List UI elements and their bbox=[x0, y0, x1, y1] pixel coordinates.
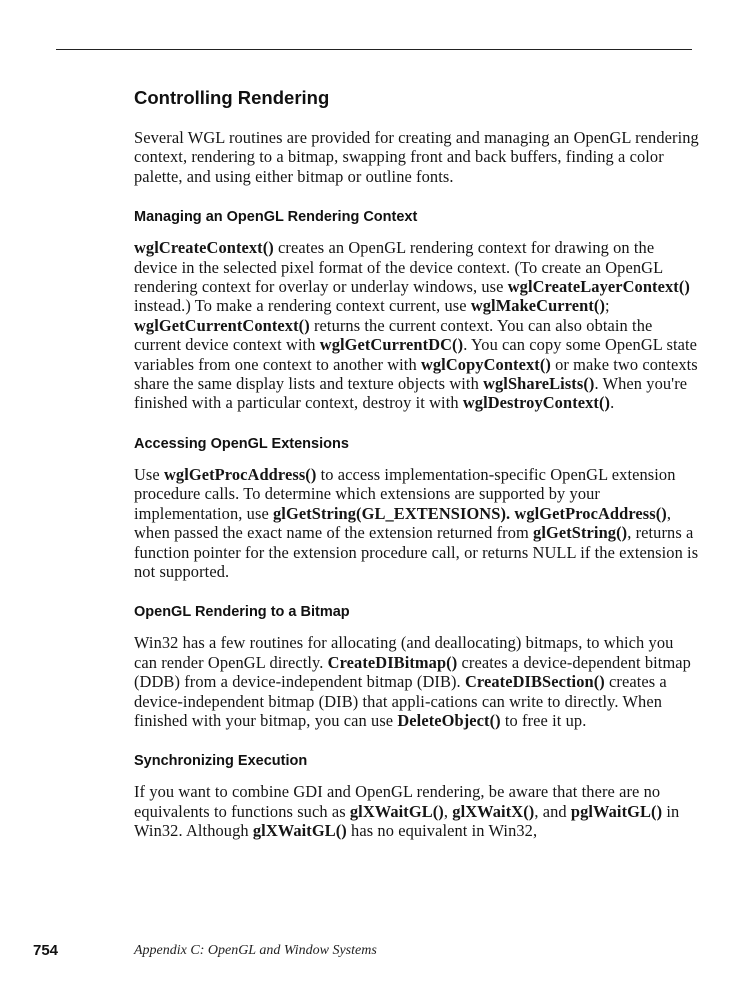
function-name: wglGetCurrentDC() bbox=[319, 335, 464, 355]
page-body bbox=[134, 82, 700, 841]
function-name: wglGetProcAddress() bbox=[164, 464, 317, 484]
text-run: creates a device-independent bitmap (DIB) that appli-cations can write to directly. When finished with your bitmap, you can use bbox=[134, 672, 667, 730]
text-run: . When you're finished with a particular context, destroy it with bbox=[134, 374, 688, 413]
text-run: , and bbox=[534, 801, 571, 821]
text-run: ; bbox=[605, 296, 610, 316]
text-run: , bbox=[443, 801, 453, 821]
text-run: has no equivalent in Win32, bbox=[346, 821, 538, 841]
text-run: to access implementation-specific OpenGL extension procedure calls. To determine which extensions are supported by your implementation, use bbox=[134, 464, 676, 523]
function-name: wglMakeCurrent() bbox=[470, 296, 606, 316]
function-name: wglCopyContext() bbox=[420, 354, 551, 374]
section-paragraph bbox=[134, 238, 700, 413]
text-run: creates a device-dependent bitmap (DDB) from a device-independent bitmap (DIB). bbox=[134, 652, 691, 692]
function-name: wglGetCurrentContext() bbox=[134, 315, 310, 335]
text-run: in Win32. Although bbox=[134, 801, 680, 841]
text-run: . bbox=[610, 393, 615, 413]
header-rule bbox=[56, 49, 692, 50]
text-run: creates an OpenGL rendering context for drawing on the device in the selected pixel format of the device context. (To create an OpenGL rendering context for overlay or underlay windows, use bbox=[134, 238, 663, 297]
text-run: Use bbox=[134, 464, 164, 484]
section-heading: Managing an OpenGL Rendering Context bbox=[134, 209, 418, 226]
function-name: wglCreateLayerContext() bbox=[507, 277, 690, 297]
text-run: , when passed the exact name of the extension returned from bbox=[134, 503, 672, 543]
text-run: . You can copy some OpenGL state variables from one context to another with bbox=[134, 335, 698, 374]
function-name: wglGetProcAddress() bbox=[514, 503, 667, 523]
function-name: DeleteObject() bbox=[397, 710, 501, 730]
function-name: glXWaitGL() bbox=[252, 821, 347, 841]
page-footer bbox=[0, 942, 734, 962]
function-name: wglDestroyContext() bbox=[462, 393, 611, 413]
page-number: 754 bbox=[33, 942, 59, 959]
function-name: glGetString() bbox=[533, 523, 628, 543]
text-run: returns the current context. You can also obtain the current device context with bbox=[134, 315, 653, 355]
function-name: wglShareLists() bbox=[483, 374, 595, 394]
intro-paragraph: Several WGL routines are provided for creating and managing an OpenGL rendering context, rendering to a bitmap, swapping front and back buffers, finding a color palette, and using either bitmap or outline fonts. bbox=[134, 128, 699, 186]
function-name: glXWaitX() bbox=[452, 801, 535, 821]
function-name: wglCreateContext() bbox=[134, 238, 274, 258]
section-paragraph bbox=[134, 633, 700, 730]
function-name: glXWaitGL() bbox=[349, 801, 444, 821]
page-title: Controlling Rendering bbox=[134, 87, 330, 108]
section-paragraph bbox=[134, 782, 700, 840]
section-heading: OpenGL Rendering to a Bitmap bbox=[134, 604, 350, 621]
text-run: instead.) To make a rendering context current, use bbox=[134, 296, 471, 316]
section-heading: Synchronizing Execution bbox=[134, 753, 308, 770]
running-title: Appendix C: OpenGL and Window Systems bbox=[134, 943, 377, 958]
text-run: , returns a function pointer for the extension procedure call, or returns NULL if the extension is not supported. bbox=[134, 523, 699, 581]
function-name: CreateDIBitmap() bbox=[327, 652, 458, 672]
sections-container bbox=[134, 186, 700, 840]
function-name: glGetString(GL_EXTENSIONS). bbox=[273, 503, 511, 523]
function-name: CreateDIBSection() bbox=[464, 672, 605, 692]
text-run: If you want to combine GDI and OpenGL rendering, be aware that there are no equivalents to functions such as bbox=[134, 782, 661, 821]
section-paragraph bbox=[134, 465, 700, 581]
section-heading: Accessing OpenGL Extensions bbox=[134, 435, 349, 452]
text-run: Win32 has a few routines for allocating (and deallocating) bitmaps, to which you can render OpenGL directly. bbox=[134, 633, 674, 672]
text-run: to free it up. bbox=[500, 710, 587, 730]
text-run: or make two contexts share the same display lists and texture objects with bbox=[134, 354, 698, 394]
function-name: pglWaitGL() bbox=[570, 801, 663, 821]
